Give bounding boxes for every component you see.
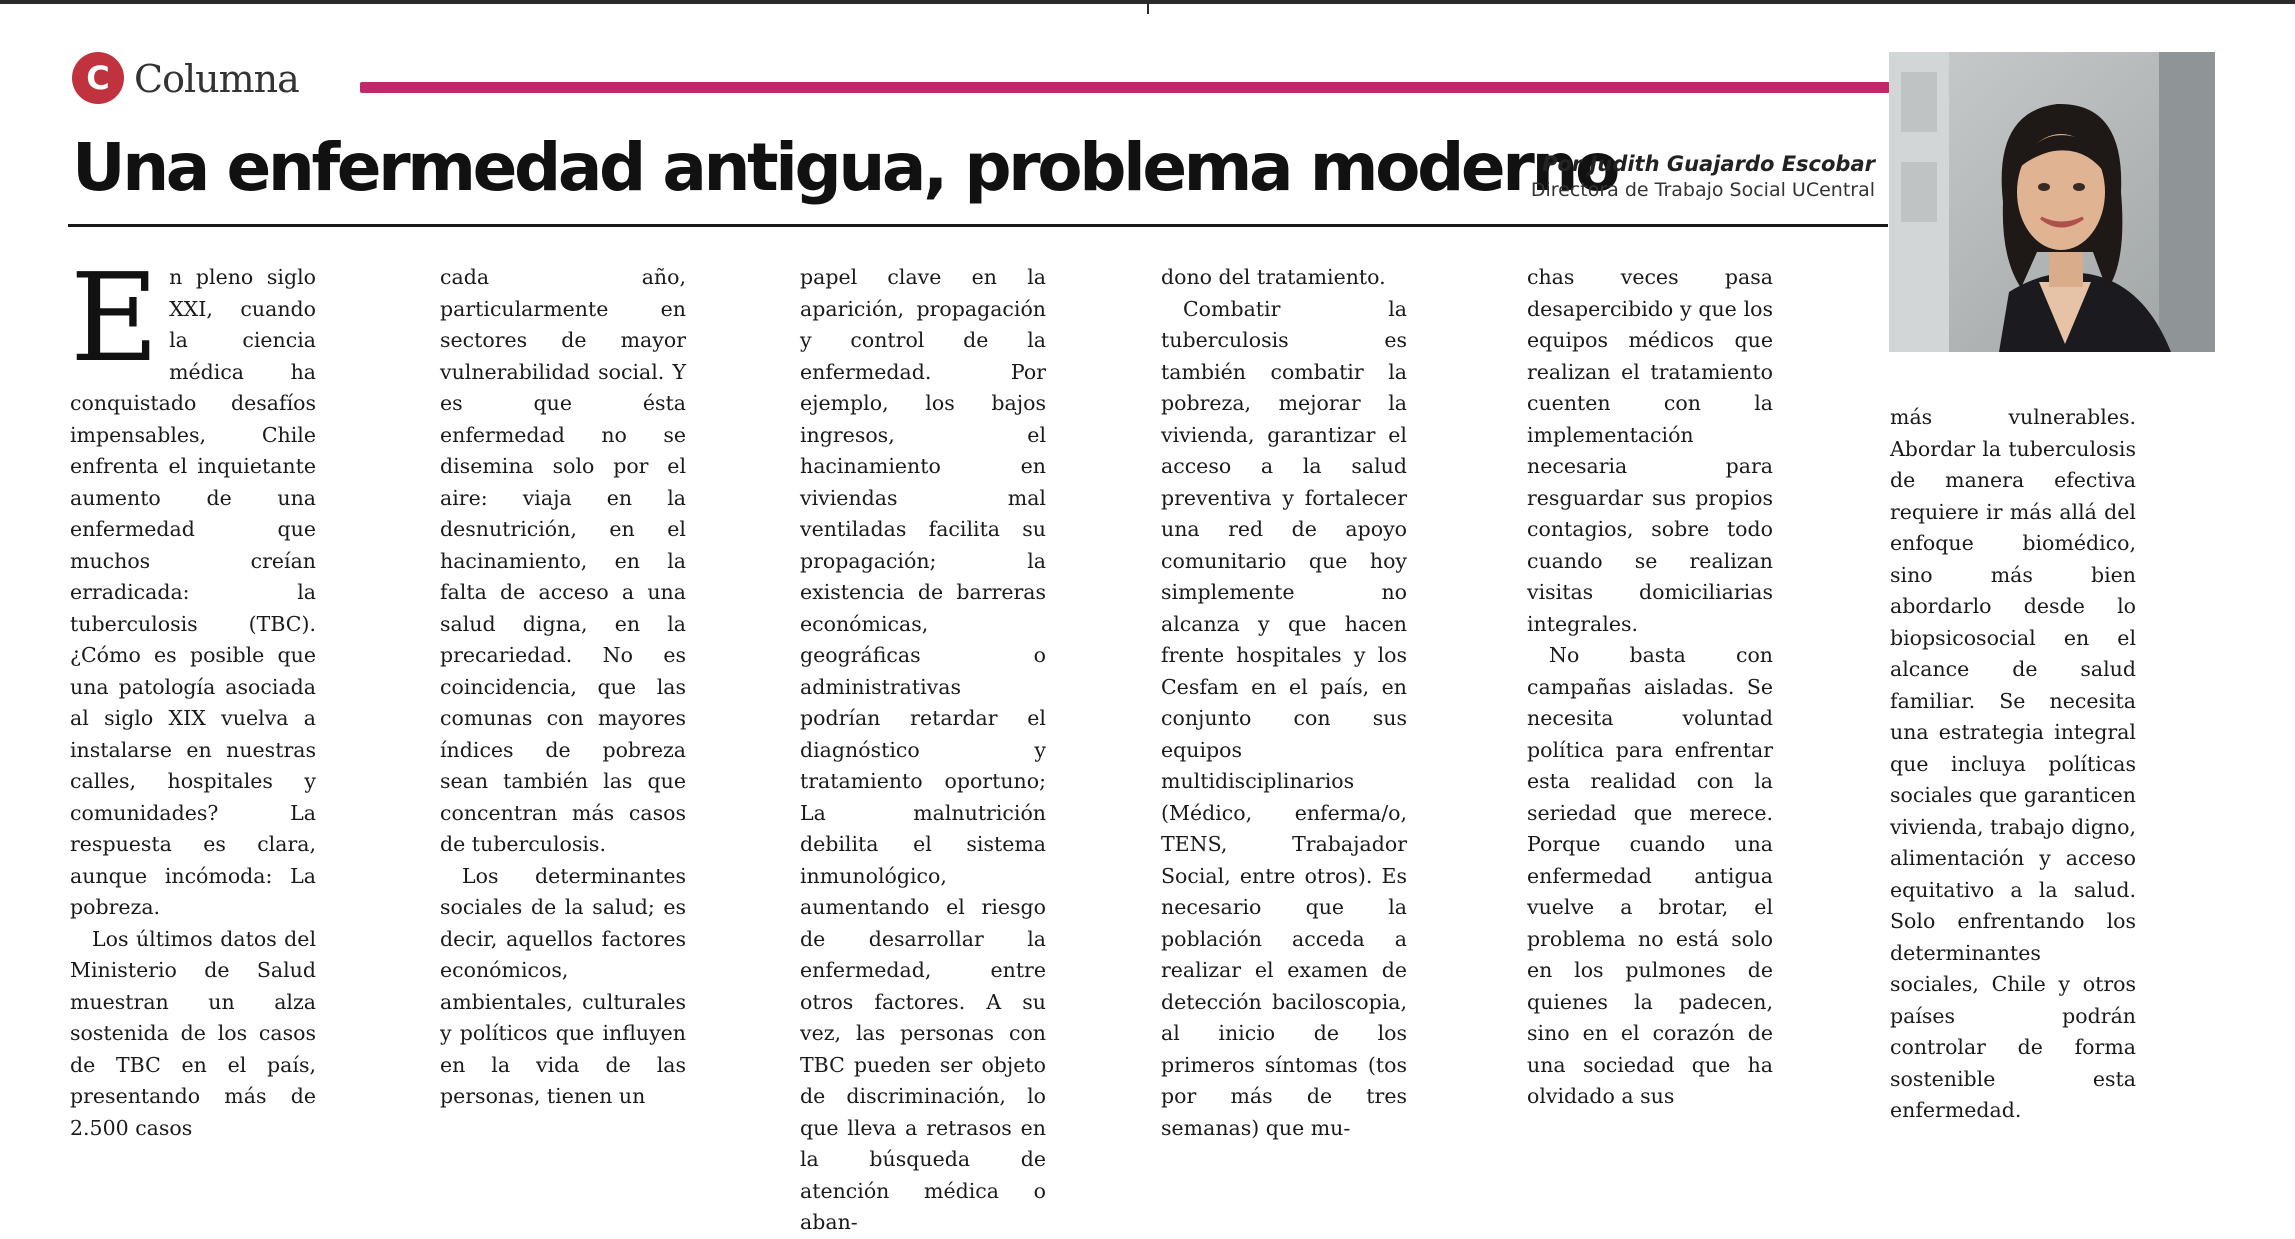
- article-column-3: [800, 262, 1046, 1239]
- section-rule: [360, 82, 1890, 93]
- headline-rule: [68, 224, 1888, 227]
- author-portrait-image: [1889, 52, 2215, 352]
- article-column-6: [1890, 402, 2136, 1127]
- byline-author: Por Judith Guajardo Escobar: [1542, 152, 1875, 176]
- article-column-2: [440, 262, 686, 1113]
- article-paragraph: papel clave en la aparición, propagación y control de la enfermedad. Por ejemplo, los bajos ingresos, el hacinamiento en viviendas mal ventiladas facilita su propagación; la existencia de barreras económicas, geográficas o administrativas podrían retardar el diagnóstico y tratamiento oportuno; La malnutrición debilita el sistema inmunológico, aumentando el riesgo de desarrollar la enfermedad, entre otros factores. A su vez, las personas con TBC pueden ser objeto de discriminación, lo que lleva a retrasos en la búsqueda de atención médica o aban-: [800, 265, 1046, 1234]
- article-paragraph: n pleno siglo XXI, cuando la ciencia médica ha conquistado desafíos impensables, Chile enfrenta el inquietante aumento de una enfermedad que muchos creían erradicada: la tuberculosis (TBC). ¿Cómo es posible que una patología asociada al siglo XIX vuelva a instalarse en nuestras calles, hospitales y comunidades? La respuesta es clara, aunque incómoda: La pobreza.: [70, 265, 316, 919]
- top-column-tick: [1147, 0, 1149, 14]
- article-paragraph: Los últimos datos del Ministerio de Salud muestran un alza sostenida de los casos de TBC en el país, presentando más de 2.500 casos: [70, 926, 316, 1140]
- byline: [1531, 150, 1875, 202]
- headline: Una enfermedad antigua, problema moderno: [72, 129, 1617, 206]
- section-badge: C: [72, 52, 124, 104]
- article-paragraph: más vulnerables. Abordar la tuberculosis de manera efectiva requiere ir más allá del enfoque biomédico, sino más bien abordarlo desde lo biopsicosocial en el alcance de salud familiar. Se necesita una estrategia integral que incluya políticas sociales que garanticen vivienda, trabajo digno, alimentación y acceso equitativo a la salud. Solo enfrentando los determinantes sociales, Chile y otros países podrán controlar de forma sostenible esta enfermedad.: [1890, 405, 2136, 1122]
- article-paragraph: cada año, particularmente en sectores de mayor vulnerabilidad social. Y es que ésta enfermedad no se disemina solo por el aire: viaja en la desnutrición, en el hacinamiento, en la falta de acceso a una salud digna, en la precariedad. No es coincidencia, que las comunas con mayores índices de pobreza sean también las que concentran más casos de tuberculosis.: [440, 265, 686, 856]
- article-column-4: [1161, 262, 1407, 1144]
- article-paragraph: dono del tratamiento.: [1161, 265, 1386, 289]
- article-paragraph: Los determinantes sociales de la salud; es decir, aquellos factores económicos, ambientales, culturales y políticos que influyen en la vida de las personas, tienen un: [440, 863, 686, 1108]
- section-label: Columna: [134, 57, 299, 101]
- article-paragraph: chas veces pasa desapercibido y que los equipos médicos que realizan el tratamiento cuenten con la implementación necesaria para resguardar sus propios contagios, sobre todo cuando se realizan visitas domiciliarias integrales.: [1527, 265, 1773, 636]
- byline-role: Directora de Trabajo Social UCentral: [1530, 179, 1875, 201]
- article-paragraph: Combatir la tuberculosis es también combatir la pobreza, mejorar la vivienda, garantizar el acceso a la salud preventiva y fortalecer una red de apoyo comunitario que hoy simplemente no alcanza y que hacen frente hospitales y los Cesfam en el país, en conjunto con sus equipos multidisciplinarios (Médico, enferma/o, TENS, Trabajador Social, entre otros). Es necesario que la población acceda a realizar el examen de detección baciloscopia, al inicio de los primeros síntomas (tos por más de tres semanas) que mu-: [1161, 296, 1407, 1140]
- article-column-1: [70, 247, 316, 1144]
- article-column-5: [1527, 262, 1773, 1113]
- drop-cap: E: [70, 247, 160, 389]
- article-paragraph: No basta con campañas aisladas. Se necesita voluntad política para enfrentar esta realidad con la seriedad que merece. Porque cuando una enfermedad antigua vuelve a brotar, el problema no está solo en los pulmones de quienes la padecen, sino en el corazón de una sociedad que ha olvidado a sus: [1527, 643, 1773, 1108]
- author-photo: [1889, 52, 2215, 352]
